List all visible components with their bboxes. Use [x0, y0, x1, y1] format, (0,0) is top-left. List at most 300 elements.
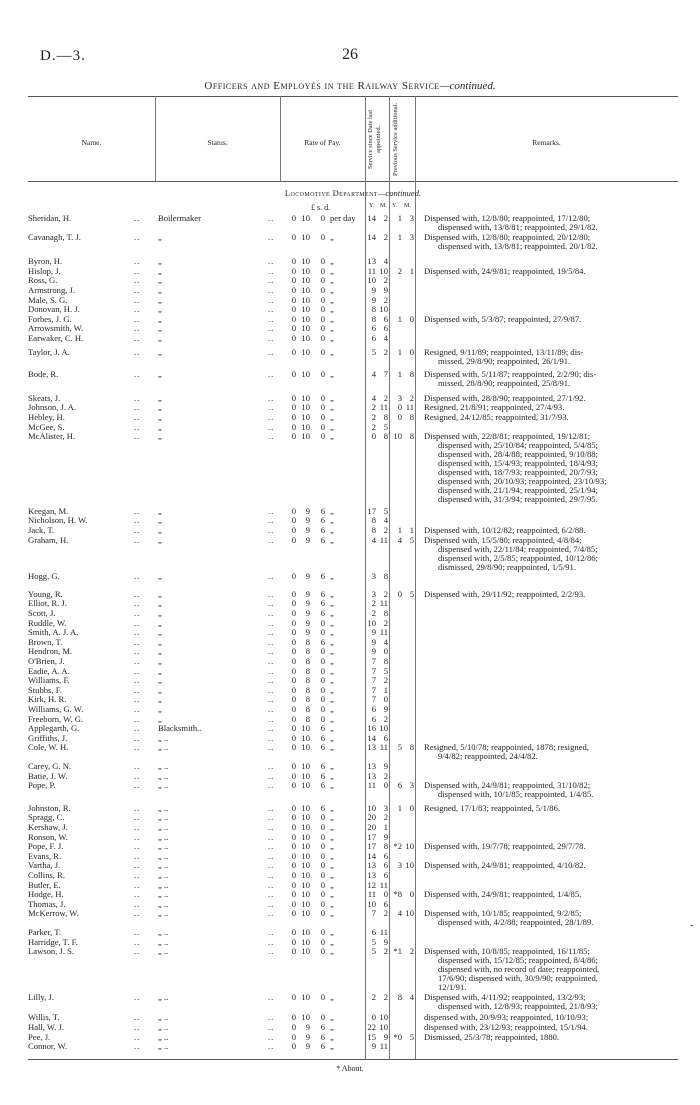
service-years: 13: [367, 870, 376, 880]
service-months: 4: [383, 333, 388, 343]
leader: ..: [134, 636, 141, 647]
leader: ..: [134, 294, 141, 305]
pay-shillings: 9: [305, 534, 310, 545]
pay-period: „: [330, 936, 334, 947]
remarks-line: dispensed with, 28/4/88; reappointed, 9/10/88;: [438, 449, 598, 460]
pay-pence: 0: [320, 656, 325, 666]
name: Stubbs, F.: [28, 684, 62, 695]
pay-pence: 0: [320, 991, 325, 1002]
name: Williams, F.: [28, 675, 70, 686]
previous-years: 3: [397, 392, 402, 403]
pay-shillings: 10: [301, 946, 310, 957]
remarks: [424, 743, 678, 761]
service-months: 2: [383, 231, 388, 242]
name: Freeborn, W. G.: [28, 713, 84, 724]
pay-pence: 0: [320, 675, 325, 686]
remarks: [424, 947, 678, 992]
pay-pounds: 0: [291, 898, 296, 909]
pay-pounds: 0: [291, 770, 296, 781]
status: „ ..: [158, 946, 169, 957]
service-years: 2: [371, 412, 376, 422]
pay-shillings: 9: [305, 1022, 310, 1032]
remarks-line: Dispensed with, 24/9/81; reappointed, 4/10/82.: [424, 860, 586, 871]
pay-period: „: [330, 889, 334, 900]
pay-pence: 6: [320, 780, 325, 791]
pay-shillings: 10: [301, 412, 310, 422]
name: Parker, T.: [28, 927, 61, 937]
leader: ..: [134, 780, 141, 791]
status: „: [158, 369, 162, 380]
pay-pounds: 0: [291, 860, 296, 871]
status: „ ..: [158, 1012, 169, 1023]
pay-shillings: 10: [301, 770, 310, 781]
status: „ ..: [158, 879, 169, 890]
leader: ..: [268, 812, 275, 823]
pay-shillings: 10: [301, 431, 310, 442]
name: Lilly, J.: [28, 991, 54, 1002]
service-months-unit: M.: [380, 203, 387, 209]
leader: ..: [268, 713, 275, 724]
status: „ ..: [158, 732, 169, 743]
pay-pence: 0: [320, 646, 325, 657]
name: Hodge, H.: [28, 889, 64, 900]
status: „: [158, 675, 162, 686]
leader: ..: [134, 870, 141, 880]
status: „ ..: [158, 770, 169, 781]
status: „ ..: [158, 870, 169, 880]
name: Kirk, H. R.: [28, 694, 67, 705]
pay-period: „: [330, 723, 334, 734]
name: Applegarth, G.: [28, 723, 80, 734]
service-months: 10: [379, 304, 388, 315]
remarks-line: dispensed with, 18/7/93; reappointed, 20/7/93;: [438, 467, 598, 478]
previous-months: 0: [409, 802, 414, 813]
remarks-line: Resigned, 21/8/91; reappointed, 27/4/93.: [424, 402, 565, 413]
pay-period: „: [330, 675, 334, 686]
service-months: 5: [383, 421, 388, 432]
remarks: [424, 909, 678, 927]
status: Boilermaker: [158, 213, 201, 223]
previous-months: 3: [409, 780, 414, 791]
pay-shillings: 8: [305, 675, 310, 686]
service-months: 11: [379, 879, 388, 890]
pay-period: „: [330, 627, 334, 638]
leader: ..: [268, 369, 275, 380]
pay-shillings: 10: [301, 761, 310, 771]
leader: ..: [134, 908, 141, 919]
pay-pounds: 0: [291, 656, 296, 666]
leader: ..: [134, 732, 141, 743]
pay-pounds: 0: [291, 421, 296, 432]
leader: ..: [268, 646, 275, 657]
pay-shillings: 9: [305, 515, 310, 526]
pay-pounds: 0: [291, 505, 296, 516]
pay-pence: 0: [320, 431, 325, 442]
leader: ..: [134, 369, 141, 380]
page-code: D.—3.: [40, 48, 86, 64]
pay-shillings: 8: [305, 684, 310, 695]
leader: ..: [268, 294, 275, 305]
pay-period: „: [330, 505, 334, 516]
pay-pounds: 0: [291, 704, 296, 714]
previous-years: 1: [397, 525, 402, 535]
previous-months: 8: [409, 431, 414, 442]
pay-shillings: 8: [305, 646, 310, 657]
status: „: [158, 275, 162, 286]
pay-pounds: 0: [291, 617, 296, 628]
rule-top: [28, 96, 678, 97]
service-years: 7: [371, 694, 376, 705]
leader: ..: [134, 275, 141, 286]
remarks-line: dismissed, 29/8/90; reappointed, 1/5/91.: [438, 561, 576, 572]
service-months: 2: [383, 908, 388, 919]
status: „ ..: [158, 812, 169, 823]
service-years: 8: [371, 304, 376, 315]
pay-period: „: [330, 1031, 334, 1042]
status: „: [158, 525, 162, 535]
status: „ ..: [158, 927, 169, 937]
remarks-line: dispensed with, 15/12/85; reappointed, 8/4/86;: [438, 955, 598, 966]
leader: ..: [268, 598, 275, 609]
name: Scott, J.: [28, 608, 56, 618]
pay-shillings: 10: [301, 421, 310, 432]
service-years-unit: Y.: [369, 203, 375, 209]
pay-shillings: 10: [301, 991, 310, 1002]
name: McKerrow, W.: [28, 908, 79, 919]
service-months: 0: [383, 694, 388, 705]
leader: ..: [268, 1022, 275, 1032]
money-units: £ s. d.: [311, 203, 331, 212]
previous-months: 5: [409, 534, 414, 545]
pay-shillings: 10: [301, 213, 310, 223]
name: McGee, S.: [28, 421, 65, 432]
leader: ..: [268, 285, 275, 295]
leader: ..: [134, 571, 141, 582]
status: „ ..: [158, 831, 169, 842]
service-years: 4: [371, 369, 376, 380]
status: „ ..: [158, 1031, 169, 1042]
remarks-line: dispensed with, 12/8/93; reappointed, 21/8/93;: [438, 1000, 598, 1011]
pay-period: „: [330, 802, 334, 813]
pay-shillings: 8: [305, 665, 310, 676]
status: Blacksmith..: [158, 723, 202, 734]
service-months: 2: [383, 346, 388, 357]
previous-months: 11: [405, 402, 414, 413]
service-months: 4: [383, 515, 388, 526]
status: „: [158, 534, 162, 545]
status: „ ..: [158, 1041, 169, 1052]
pay-pence: 0: [320, 323, 325, 334]
pay-shillings: 10: [301, 256, 310, 267]
pay-period: „: [330, 346, 334, 357]
name: Jack, T.: [28, 525, 55, 535]
status: „ ..: [158, 860, 169, 871]
pay-shillings: 9: [305, 505, 310, 516]
leader: ..: [134, 761, 141, 771]
remarks-line: Dispensed with, 4/11/92; reappointed, 13/2/93;: [424, 991, 586, 1002]
leader: ..: [134, 333, 141, 343]
name: Brown, T.: [28, 636, 63, 647]
pay-pounds: 0: [291, 1031, 296, 1042]
pay-pounds: 0: [291, 694, 296, 705]
remarks-line: Dispensed with, 5/11/87; reappointed, 2/2/90; dis-: [424, 369, 597, 380]
pay-period: „: [330, 684, 334, 695]
leader: ..: [268, 231, 275, 242]
status: „: [158, 392, 162, 403]
pay-pounds: 0: [291, 265, 296, 276]
pay-pence: 0: [320, 946, 325, 957]
service-years: 16: [367, 723, 376, 734]
pay-period: „: [330, 231, 334, 242]
pay-pounds: 0: [291, 802, 296, 813]
remarks: [424, 890, 678, 899]
service-months: 2: [383, 713, 388, 724]
remarks: [424, 233, 678, 251]
leader: ..: [134, 431, 141, 442]
pay-shillings: 10: [301, 831, 310, 842]
pay-pounds: 0: [291, 213, 296, 223]
leader: ..: [134, 841, 141, 852]
remarks-line: dispensed with, 25/10/84; reappointed, 5/4/85;: [438, 440, 598, 451]
service-years: 20: [367, 822, 376, 832]
remarks-line: Dispensed with, 15/5/80; reappointed, 4/8/84;: [424, 534, 582, 545]
name: Pope, F. J.: [28, 841, 64, 852]
pay-pounds: 0: [291, 946, 296, 957]
pay-shillings: 10: [301, 927, 310, 937]
pay-shillings: 8: [305, 636, 310, 647]
name: Spragg, C.: [28, 812, 65, 823]
service-months: 1: [383, 684, 388, 695]
leader: ..: [134, 898, 141, 909]
service-years: 8: [371, 515, 376, 526]
pay-pence: 0: [320, 841, 325, 852]
pay-period: „: [330, 402, 334, 413]
pay-shillings: 10: [301, 304, 310, 315]
service-years: 13: [367, 256, 376, 267]
pay-pence: 6: [320, 505, 325, 516]
leader: ..: [268, 421, 275, 432]
remarks-line: 17/6/90; dispensed with, 30/9/90; reappointed,: [438, 973, 598, 984]
pay-pence: 0: [320, 665, 325, 676]
service-months: 6: [383, 313, 388, 324]
name: Elliot, R. J.: [28, 598, 67, 609]
pay-shillings: 10: [301, 898, 310, 909]
name: Graham, H.: [28, 534, 69, 545]
pay-shillings: 10: [301, 402, 310, 413]
pay-period: „: [330, 333, 334, 343]
pay-pence: 6: [320, 770, 325, 781]
pay-pounds: 0: [291, 323, 296, 334]
service-months: 11: [379, 927, 388, 937]
pay-shillings: 10: [301, 850, 310, 861]
previous-months: 1: [409, 525, 414, 535]
leader: ..: [268, 656, 275, 666]
pay-period: „: [330, 617, 334, 628]
pay-pence: 0: [320, 392, 325, 403]
pay-pounds: 0: [291, 723, 296, 734]
status: „: [158, 294, 162, 305]
pay-pounds: 0: [291, 515, 296, 526]
service-months: 0: [383, 889, 388, 900]
status: „: [158, 265, 162, 276]
leader: ..: [268, 936, 275, 947]
pay-shillings: 9: [305, 1031, 310, 1042]
pay-pence: 6: [320, 742, 325, 753]
name: Hendron, M.: [28, 646, 73, 657]
service-years: 10: [367, 617, 376, 628]
service-years: 20: [367, 812, 376, 823]
title-continued: —continued.: [439, 80, 496, 92]
service-years: 9: [371, 627, 376, 638]
name: Johnston, R.: [28, 802, 71, 813]
pay-period: „: [330, 525, 334, 535]
remarks: [424, 214, 678, 232]
pay-shillings: 8: [305, 713, 310, 724]
pay-pounds: 0: [291, 713, 296, 724]
previous-years: 1: [397, 313, 402, 324]
remarks-line: Dispensed with, 24/9/81; reappointed, 19/5/84.: [424, 265, 586, 276]
pay-period: „: [330, 908, 334, 919]
name: Taylor, J. A.: [28, 346, 70, 357]
leader: ..: [268, 636, 275, 647]
service-years: 11: [367, 889, 376, 900]
remarks-line: dispensed with, no record of date; reappointed,: [438, 964, 600, 975]
pay-period: „: [330, 780, 334, 791]
pay-pounds: 0: [291, 1022, 296, 1032]
pay-pence: 6: [320, 636, 325, 647]
leader: ..: [268, 780, 275, 791]
name: Arrowsmith, W.: [28, 323, 84, 334]
pay-pence: 0: [320, 812, 325, 823]
remarks-line: Dispensed with, 10/12/82; reappointed, 6/2/88.: [424, 525, 586, 535]
leader: ..: [134, 421, 141, 432]
remarks: [424, 804, 678, 813]
leader: ..: [134, 392, 141, 403]
status: „: [158, 431, 162, 442]
service-months: 2: [383, 588, 388, 599]
name: Hogg, G.: [28, 571, 60, 582]
name: Sheridan, H.: [28, 213, 72, 223]
pay-period: „: [330, 323, 334, 334]
pay-shillings: 9: [305, 608, 310, 618]
pay-period: „: [330, 534, 334, 545]
pay-period: „: [330, 694, 334, 705]
pay-pence: 0: [320, 831, 325, 842]
remarks-line: dispensed with, 13/8/81; reappointed, 20/1/82.: [438, 240, 598, 251]
pay-shillings: 10: [301, 231, 310, 242]
service-months: 2: [383, 275, 388, 286]
status: „: [158, 704, 162, 714]
service-years: 7: [371, 656, 376, 666]
status: „ ..: [158, 936, 169, 947]
service-months: 8: [383, 656, 388, 666]
remarks: [424, 526, 678, 535]
leader: ..: [268, 275, 275, 286]
pay-pounds: 0: [291, 627, 296, 638]
name: Kershaw, J.: [28, 822, 68, 832]
leader: ..: [268, 879, 275, 890]
leader: ..: [134, 617, 141, 628]
leader: ..: [268, 831, 275, 842]
pay-period: „: [330, 656, 334, 666]
pay-period: „: [330, 313, 334, 324]
service-months: 9: [383, 1031, 388, 1042]
service-years: 3: [371, 571, 376, 582]
leader: ..: [268, 946, 275, 957]
leader: ..: [134, 704, 141, 714]
pay-period: „: [330, 870, 334, 880]
service-years: 12: [367, 879, 376, 890]
status: „ ..: [158, 908, 169, 919]
remarks-line: missed, 28/8/90; reappointed, 25/8/91.: [438, 378, 571, 389]
status: „: [158, 333, 162, 343]
remarks: [424, 781, 678, 799]
pay-pounds: 0: [291, 879, 296, 890]
pay-period: „: [330, 850, 334, 861]
pay-pounds: 0: [291, 812, 296, 823]
remarks-line: dispensed with, 20/10/93; reappointed, 23/10/93;: [438, 476, 607, 487]
leader: ..: [268, 1031, 275, 1042]
remarks-line: dispensed with, 13/8/81; reappointed, 29/1/82.: [438, 222, 598, 232]
pay-period: „: [330, 598, 334, 609]
pay-pence: 6: [320, 1022, 325, 1032]
status: „: [158, 412, 162, 422]
pay-pounds: 0: [291, 313, 296, 324]
leader: ..: [134, 213, 141, 223]
leader: ..: [134, 627, 141, 638]
pay-shillings: 10: [301, 841, 310, 852]
pay-shillings: 10: [301, 879, 310, 890]
remarks-line: dispensed with, 20/9/93; reappointed, 10/10/93;: [424, 1012, 589, 1023]
name: Hislop, J.: [28, 265, 61, 276]
status: „: [158, 713, 162, 724]
pay-pence: 6: [320, 534, 325, 545]
service-months: 2: [383, 770, 388, 781]
service-years: 8: [371, 313, 376, 324]
service-years: 10: [367, 275, 376, 286]
remarks-line: dispensed with, 4/2/88; reappointed, 28/1/89.: [438, 917, 594, 928]
remarks: [424, 536, 678, 572]
status: „ ..: [158, 780, 169, 791]
col-rule-remarks: [415, 96, 416, 1059]
leader: ..: [268, 860, 275, 871]
service-months: 6: [383, 850, 388, 861]
service-years: 0: [371, 1012, 376, 1023]
section-continued: —continued.: [377, 188, 422, 198]
leader: ..: [268, 870, 275, 880]
leader: ..: [134, 646, 141, 657]
pay-pounds: 0: [291, 333, 296, 343]
service-months: 9: [383, 285, 388, 295]
service-months: 8: [383, 841, 388, 852]
section-title: [28, 188, 678, 198]
pay-shillings: 9: [305, 617, 310, 628]
footnote: * About.: [336, 1064, 364, 1073]
pay-shillings: 10: [301, 294, 310, 305]
previous-months: 0: [409, 346, 414, 357]
remarks: [424, 413, 678, 422]
service-months: 7: [383, 369, 388, 380]
previous-months: 3: [409, 231, 414, 242]
pay-period: „: [330, 742, 334, 753]
leader: ..: [268, 412, 275, 422]
leader: ..: [268, 841, 275, 852]
service-years: 13: [367, 860, 376, 871]
leader: ..: [134, 323, 141, 334]
pay-pence: 6: [320, 1041, 325, 1052]
previous-years: 0: [397, 412, 402, 422]
name: Cole, W. H.: [28, 742, 69, 753]
